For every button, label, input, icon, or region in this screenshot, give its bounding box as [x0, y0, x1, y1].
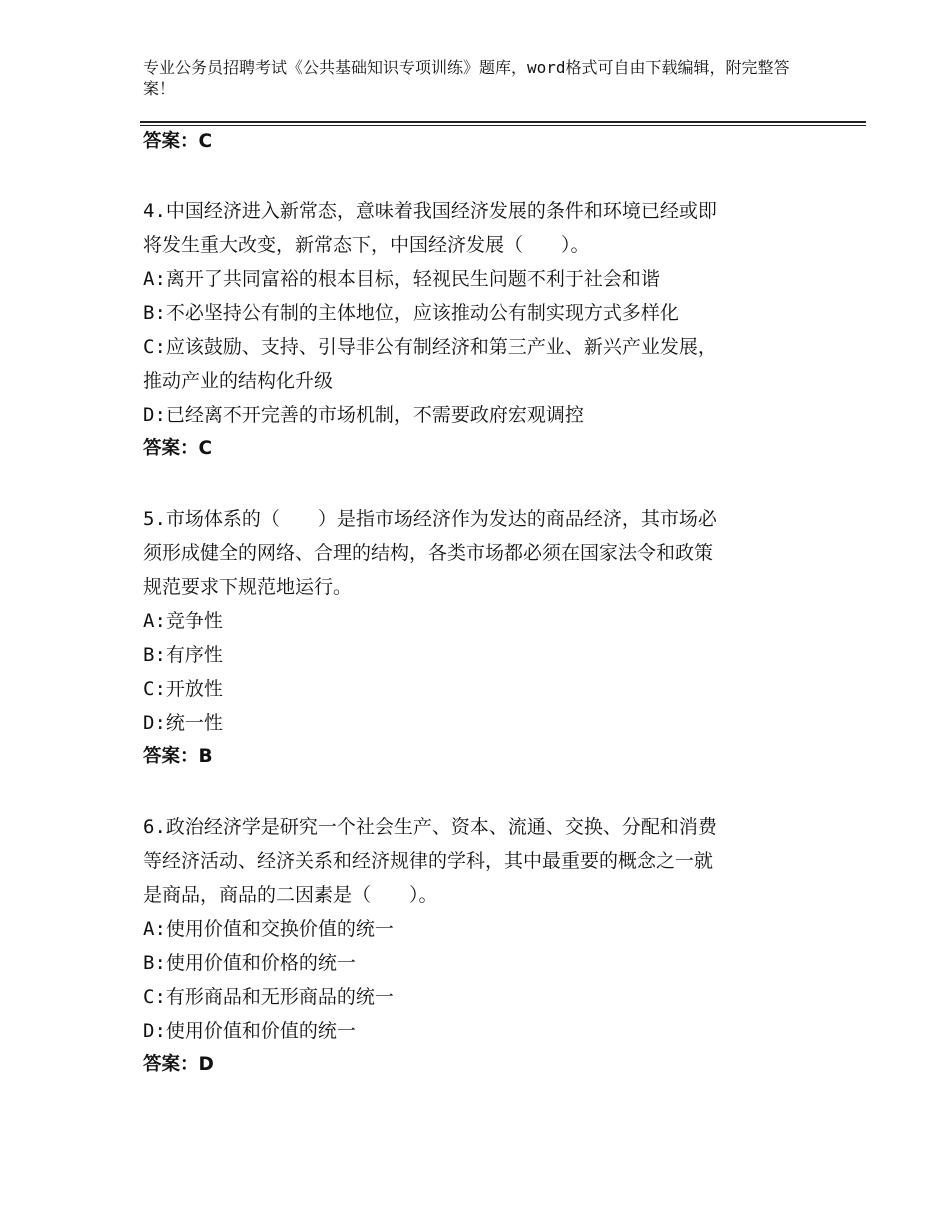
page-header: 专业公务员招聘考试《公共基础知识专项训练》题库，word格式可自由下载编辑，附完整答案！	[143, 58, 790, 98]
option-line: A:使用价值和交换价值的统一	[143, 918, 394, 940]
option-line: D:使用价值和价值的统一	[143, 1020, 356, 1042]
option-line: C:开放性	[143, 678, 223, 700]
option-line: B:有序性	[143, 644, 223, 666]
question-stem-line: 4.中国经济进入新常态，意味着我国经济发展的条件和环境已经或即	[143, 200, 717, 222]
question-stem-line: 等经济活动、经济关系和经济规律的学科，其中最重要的概念之一就	[143, 850, 714, 872]
answer-line: 答案：D	[143, 1054, 214, 1075]
option-line: D:已经离不开完善的市场机制，不需要政府宏观调控	[143, 404, 584, 426]
answer-line: 答案：C	[143, 131, 213, 152]
option-line: 推动产业的结构化升级	[143, 370, 334, 392]
option-line: A:竞争性	[143, 610, 223, 632]
option-line: C:有形商品和无形商品的统一	[143, 986, 394, 1008]
question-stem-line: 是商品，商品的二因素是（ ）。	[143, 884, 438, 906]
option-line: B:不必坚持公有制的主体地位，应该推动公有制实现方式多样化	[143, 302, 679, 324]
question-stem-line: 6.政治经济学是研究一个社会生产、资本、流通、交换、分配和消费	[143, 816, 717, 838]
answer-line: 答案：C	[143, 438, 213, 459]
header-rule-thick	[140, 121, 866, 123]
question-stem-line: 将发生重大改变，新常态下，中国经济发展（ ）。	[143, 234, 590, 256]
option-line: D:统一性	[143, 712, 223, 734]
header-rule-thin	[140, 125, 866, 126]
option-line: A:离开了共同富裕的根本目标，轻视民生问题不利于社会和谐	[143, 268, 660, 290]
answer-line: 答案：B	[143, 746, 213, 767]
question-stem-line: 须形成健全的网络、合理的结构，各类市场都必须在国家法令和政策	[143, 542, 714, 564]
option-line: B:使用价值和价格的统一	[143, 952, 356, 974]
question-stem-line: 规范要求下规范地运行。	[143, 576, 353, 598]
question-stem-line: 5.市场体系的（ ）是指市场经济作为发达的商品经济，其市场必	[143, 508, 717, 530]
option-line: C:应该鼓励、支持、引导非公有制经济和第三产业、新兴产业发展，	[143, 336, 717, 358]
